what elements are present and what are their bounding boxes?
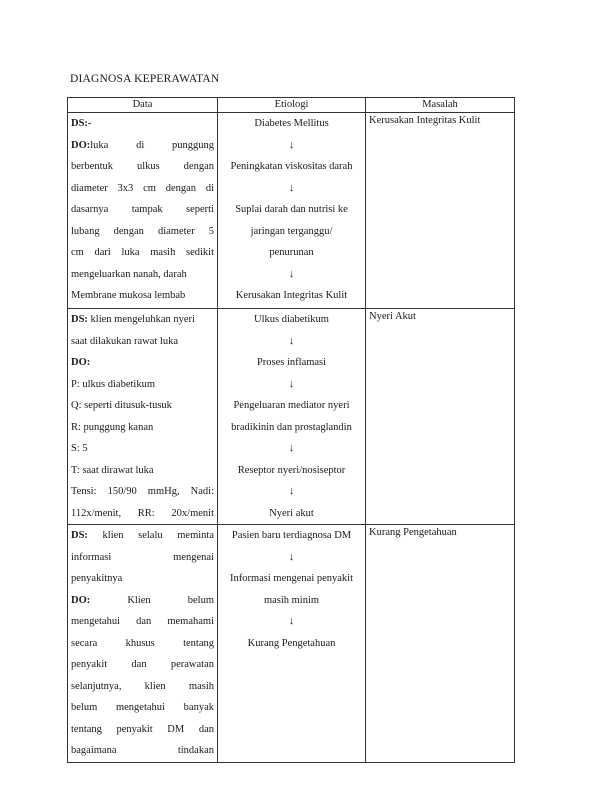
data-text: lubang dengan diameter 5 [71,225,214,237]
data-line [71,156,214,178]
data-cell [68,309,218,525]
data-text: P: ulkus diabetikum [71,378,155,390]
etiologi-step: jaringan terganggu/ [250,225,333,237]
data-line [71,374,214,396]
down-arrow-icon: ↓ [288,181,295,194]
data-text: belum mengetahui banyak [71,702,214,713]
data-line [71,481,214,503]
data-text: bagaimana tindakan [71,745,214,756]
document-title: DIAGNOSA KEPERAWATAN [70,73,220,85]
data-line [71,503,214,525]
data-line [71,331,214,353]
data-line [71,395,214,417]
data-line [71,525,214,547]
data-line [71,611,214,633]
header-data: Data [68,98,218,113]
data-text: Q: seperti ditusuk-tusuk [71,400,172,411]
etiologi-cell [218,113,366,309]
etiologi-step: Ulkus diabetikum [254,314,329,325]
masalah-cell [366,113,515,309]
data-text: selanjutnya, klien masih [71,680,214,692]
data-line [71,352,214,374]
masalah-text: Nyeri Akut [369,311,416,322]
table-header-row [68,98,515,113]
data-line [71,285,214,307]
data-text: penyakitnya [71,573,123,584]
etiologi-step: Pengeluaran mediator nyeri [233,400,350,411]
header-etiologi: Etiologi [218,98,366,113]
data-line [71,178,214,200]
down-arrow-icon: ↓ [288,334,295,347]
header-masalah: Masalah [366,98,515,113]
data-line [71,460,214,482]
data-label: DO: [71,594,91,606]
data-text: Membrane mukosa lembab [71,290,186,301]
data-text: secara khusus tentang [71,637,214,649]
etiologi-step: Proses inflamasi [256,357,327,368]
data-text: klien selalu meminta [87,530,214,541]
down-arrow-icon: ↓ [288,267,295,280]
data-text: dasarnya tampak seperti [71,204,214,215]
data-text: saat dilakukan rawat luka [71,335,178,347]
data-line [71,654,214,676]
etiologi-step: Nyeri akut [269,507,314,519]
data-text: penyakit dan perawatan [71,659,214,670]
data-text: berbentuk ulkus dengan [71,161,214,172]
data-text: mengeluarkan nanah, darah [71,268,187,280]
down-arrow-icon: ↓ [288,442,295,454]
masalah-cell [366,309,515,525]
down-arrow-icon: ↓ [288,138,295,151]
down-arrow-icon: ↓ [288,377,295,390]
etiologi-step: masih minim [263,594,320,606]
data-line [71,547,214,569]
etiologi-step: Reseptor nyeri/nosiseptor [237,464,346,476]
data-text: informasi mengenai [71,551,214,563]
etiologi-step: Informasi mengenai penyakit [229,573,354,584]
data-text: mengetahui dan memahami [71,616,214,627]
etiologi-step: Kurang Pengetahuan [247,637,336,649]
data-line [71,676,214,698]
diagnosis-table [67,97,515,763]
data-line [71,264,214,286]
masalah-text: Kerusakan Integritas Kulit [369,115,481,126]
data-line [71,199,214,221]
data-text: luka di punggung [90,139,214,151]
data-label: DS: [71,314,88,325]
data-label: DS:- [71,118,92,129]
data-text: tentang penyakit DM dan [71,723,214,735]
etiologi-step: Suplai darah dan nutrisi ke [235,204,348,215]
data-text: klien mengeluhkan nyeri [87,314,195,325]
down-arrow-icon: ↓ [288,550,295,563]
data-line [71,633,214,655]
etiologi-step: Pasien baru terdiagnosa DM [231,530,352,541]
data-label: DS: [71,530,88,541]
etiologi-step: Peningkatan viskositas darah [230,161,353,172]
data-label: DO: [71,139,91,151]
etiologi-step: Kerusakan Integritas Kulit [235,290,348,301]
table-row [68,525,515,763]
down-arrow-icon: ↓ [288,485,295,497]
down-arrow-icon: ↓ [288,615,295,627]
data-text: diameter 3x3 cm dengan di [71,182,214,194]
etiologi-step: bradikinin dan prostaglandin [231,421,352,433]
data-line [71,309,214,331]
data-line [71,719,214,741]
data-line [71,590,214,612]
masalah-cell [366,525,515,763]
data-line [71,438,214,460]
data-text: cm dari luka masih sedikit [71,247,214,258]
data-text: 112x/menit, RR: 20x/menit [71,507,214,519]
etiologi-step: Diabetes Mellitus [254,118,329,129]
data-label: DO: [71,357,91,368]
data-text: T: saat dirawat luka [71,464,154,476]
data-line [71,135,214,157]
data-line [71,242,214,264]
data-text: R: punggung kanan [71,421,154,433]
data-line [71,113,214,135]
data-line [71,740,214,762]
data-line [71,568,214,590]
data-line [71,417,214,439]
data-line [71,697,214,719]
data-cell [68,113,218,309]
data-text: S: 5 [71,443,88,454]
data-line [71,221,214,243]
etiologi-step: penurunan [269,247,314,258]
table-row [68,113,515,309]
data-text: Tensi: 150/90 mmHg, Nadi: [71,486,214,497]
masalah-text: Kurang Pengetahuan [369,527,457,538]
etiologi-cell [218,525,366,763]
data-text: Klien belum [90,594,214,606]
etiologi-cell [218,309,366,525]
data-cell [68,525,218,763]
table-row [68,309,515,525]
